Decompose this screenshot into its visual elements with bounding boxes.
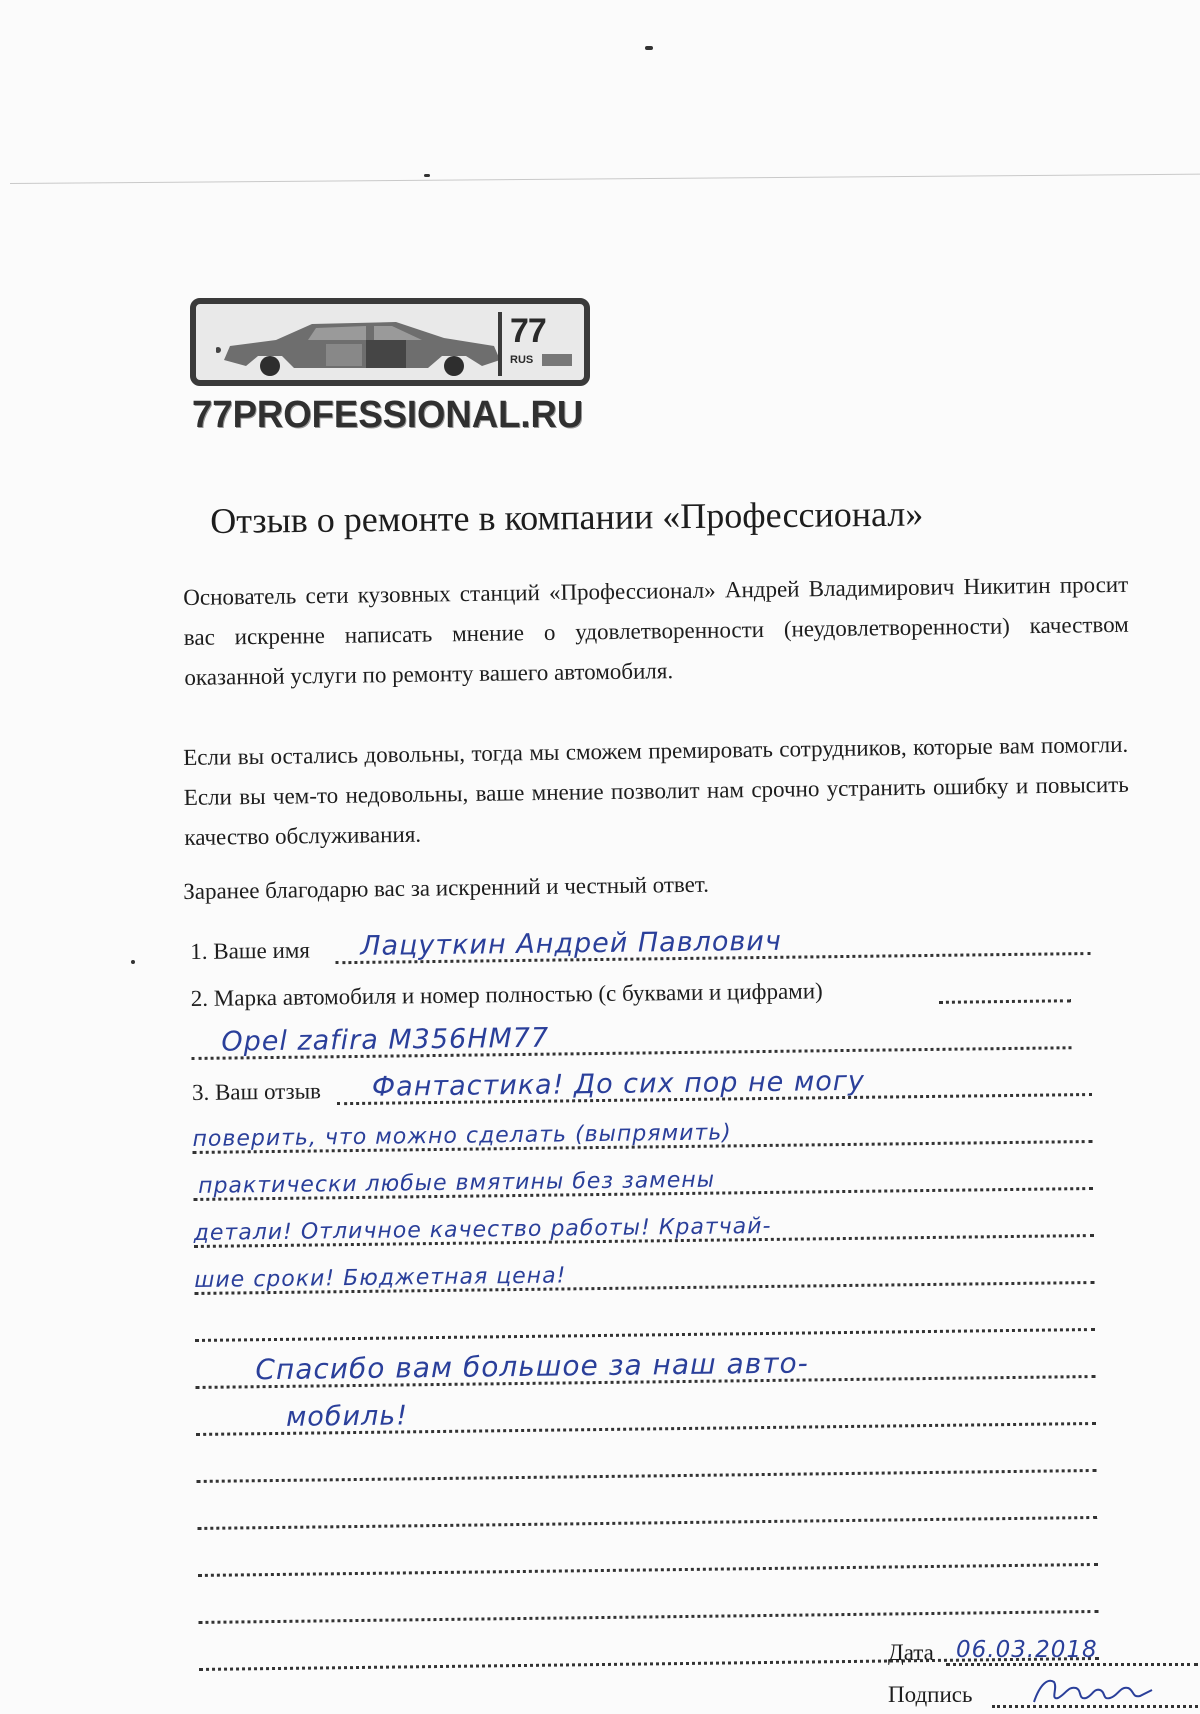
review-dotted-line [197, 1516, 1097, 1530]
incentive-paragraph: Если вы остались довольны, тогда мы сможем премировать сотрудников, которые вам помогли. Если вы чем-то недовольны, ваше мнение позволит нам срочно устранить ошибку и повысить качество обслуживания. [183, 731, 1129, 850]
name-label: 1. Ваше имя [190, 937, 311, 964]
date-value[interactable]: 06.03.2018 [956, 1637, 1098, 1663]
review-line[interactable]: поверить, что можно сделать (выпрямить) [192, 1120, 732, 1152]
date-dotted-line [946, 1663, 1198, 1666]
review-dotted-line [198, 1610, 1098, 1624]
scan-speck [131, 960, 135, 964]
review-line[interactable]: мобиль! [285, 1400, 409, 1433]
page-title: Отзыв о ремонте в компании «Профессионал» [210, 493, 924, 541]
intro-paragraph: Основатель сети кузовных станций «Профессионал» Андрей Владимирович Никитин просит вас искренне написать мнение о удовлетворенности (неудовлетворенности) качеством оказанной услуги по ремонту вашего автомобиля. [183, 571, 1129, 690]
review-dotted-line [197, 1469, 1097, 1483]
review-line[interactable]: шие сроки! Бюджетная цена! [194, 1263, 567, 1293]
plate-number: 77 [510, 312, 546, 350]
review-line[interactable]: практически любые вмятины без замены [197, 1167, 716, 1199]
handwritten-signature-icon[interactable] [1028, 1674, 1158, 1708]
signature-label: Подпись [888, 1682, 973, 1707]
name-value[interactable]: Лацуткин Андрей Павлович [360, 925, 783, 962]
scan-speck [645, 46, 653, 50]
plate-region: RUS [510, 354, 534, 366]
date-row [888, 1630, 1198, 1672]
car-silhouette-icon [216, 316, 506, 378]
review-line[interactable]: Спасибо вам большое за наш авто- [255, 1346, 809, 1387]
date-label: Дата [888, 1640, 934, 1665]
company-logo [190, 298, 600, 444]
date-signature-block [888, 1630, 1198, 1714]
scan-speck [424, 174, 430, 177]
scan-fold-line [10, 174, 1200, 184]
logo-frame [190, 298, 590, 386]
review-dotted-line [198, 1563, 1098, 1577]
car-value[interactable]: Opel zafira М356НМ77 [221, 1022, 550, 1058]
logo-site-name: 77PROFESSIONAL.RU [192, 394, 584, 436]
car-label-dotted-line [939, 999, 1071, 1004]
review-dotted-line [195, 1328, 1095, 1342]
thanks-paragraph: Заранее благодарю вас за искренний и честный ответ. [183, 871, 710, 904]
review-label: 3. Ваш отзыв [191, 1078, 322, 1105]
review-line[interactable]: Фантастика! До сих пор не могу [371, 1065, 866, 1103]
flag-icon [542, 354, 572, 366]
car-label: 2. Марка автомобиля и номер полностью (с буквами и цифрами) [190, 978, 823, 1011]
signature-row [888, 1672, 1198, 1714]
feedback-form [190, 918, 1149, 1682]
review-line[interactable]: детали! Отличное качество работы! Кратчай- [193, 1213, 772, 1246]
license-plate [498, 312, 584, 376]
